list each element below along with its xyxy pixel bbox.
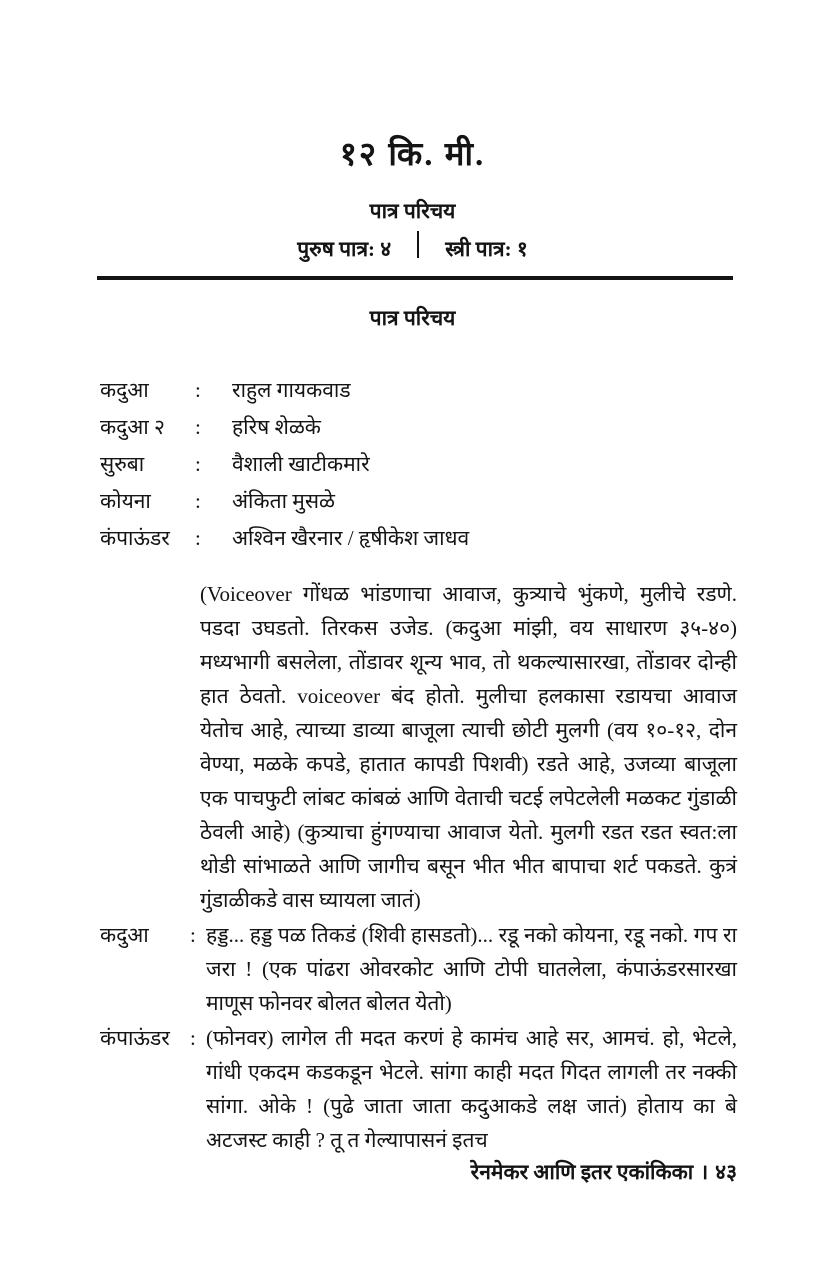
cast-role: कदुआ २	[100, 415, 165, 439]
dialogue-speaker: कंपाऊंडर	[100, 1026, 170, 1050]
cast-list	[100, 372, 737, 557]
footer-separator: ।	[700, 1160, 709, 1184]
character-intro-heading: पात्र परिचय	[369, 199, 456, 223]
cast-colon: :	[195, 415, 201, 439]
roles-count-row	[0, 235, 825, 263]
cast-colon: :	[195, 452, 201, 476]
dialogue-speaker: कदुआ	[100, 923, 149, 947]
cast-row	[100, 409, 737, 446]
male-roles-count: पुरुष पात्र: ४	[297, 237, 392, 261]
cast-colon: :	[195, 526, 201, 550]
cast-role: कोयना	[100, 489, 151, 513]
stage-direction: (Voiceover गोंधळ भांडणाचा आवाज, कुत्र्याचे भुंकणे, मुलीचे रडणे. पडदा उघडतो. तिरकस उजेड. (कदुआ मांझी, वय साधारण ३५-४०) मध्यभागी बसलेला, तोंडावर शून्य भाव, तो थकल्यासारखा, तोंडावर दोन्ही हात ठेवतो. voiceover बंद होतो. मुलीचा हलकासा रडायचा आवाज येतोच आहे, त्याच्या डाव्या बाजूला त्याची छोटी मुलगी (वय १०-१२, दोन वेण्या, मळके कपडे, हातात कापडी पिशवी) रडते आहे, उजव्या बाजूला एक पाचफुटी लांबट कांबळं आणि वेताची चटई लपेटलेली मळकट गुंडाळी ठेवली आहे) (कुत्र्याचा हुंगण्याचा आवाज येतो. मुलगी रडत रडत स्वत:ला थोडी सांभाळते आणि जागीच बसून भीत भीत बापाचा शर्ट पकडते. कुत्रं गुंडाळीकडे वास घ्यायला जातं)	[200, 582, 737, 912]
dialogue-row	[100, 918, 737, 1020]
cast-row	[100, 372, 737, 409]
footer-book-title: रेनमेकर आणि इतर एकांकिका	[470, 1160, 694, 1184]
cast-row	[100, 483, 737, 520]
header-rule	[97, 276, 733, 280]
page-footer	[471, 1158, 737, 1186]
cast-section-heading: पात्र परिचय	[369, 306, 456, 330]
dialogue-colon: :	[190, 1026, 196, 1050]
cast-role: कंपाऊंडर	[100, 526, 170, 550]
vertical-divider	[417, 231, 419, 258]
cast-row	[100, 446, 737, 483]
cast-role: सुरुबा	[100, 452, 145, 476]
dialogue-row	[100, 1021, 737, 1157]
cast-colon: :	[195, 378, 201, 402]
dialogue-colon: :	[190, 923, 196, 947]
dialogue-text: हड्ड... हड्ड पळ तिकडं (शिवी हासडतो)... रडू नको कोयना, रडू नको. गप रा जरा ! (एक पांढरा ओवरकोट आणि टोपी घातलेला, कंपाऊंडरसारखा माणूस फोनवर बोलत बोलत येतो)	[206, 923, 737, 1015]
play-title: १२ कि. मी.	[339, 137, 486, 173]
cast-actor: राहुल गायकवाड	[232, 378, 351, 402]
female-roles-count: स्त्री पात्र: १	[445, 237, 528, 261]
dialogue-text: (फोनवर) लागेल ती मदत करणं हे कामंच आहे सर, आमचं. हो, भेटले, गांधी एकदम कडकडून भेटले. सांगा काही मदत गिदत लागली तर नक्की सांगा. ओके ! (पुढे जाता जाता कदुआकडे लक्ष जातं) होताय का बे अटजस्ट काही ? तू त गेल्यापासनं इतच	[206, 1026, 737, 1152]
cast-actor: अश्विन खैरनार / हृषीकेश जाधव	[232, 526, 470, 550]
cast-colon: :	[195, 489, 201, 513]
cast-role: कदुआ	[100, 378, 149, 402]
cast-actor: अंकिता मुसळे	[232, 489, 335, 513]
cast-row	[100, 520, 737, 557]
footer-page-number: ४३	[715, 1160, 737, 1184]
cast-actor: हरिष शेळके	[232, 415, 321, 439]
cast-actor: वैशाली खाटीकमारे	[232, 452, 370, 476]
